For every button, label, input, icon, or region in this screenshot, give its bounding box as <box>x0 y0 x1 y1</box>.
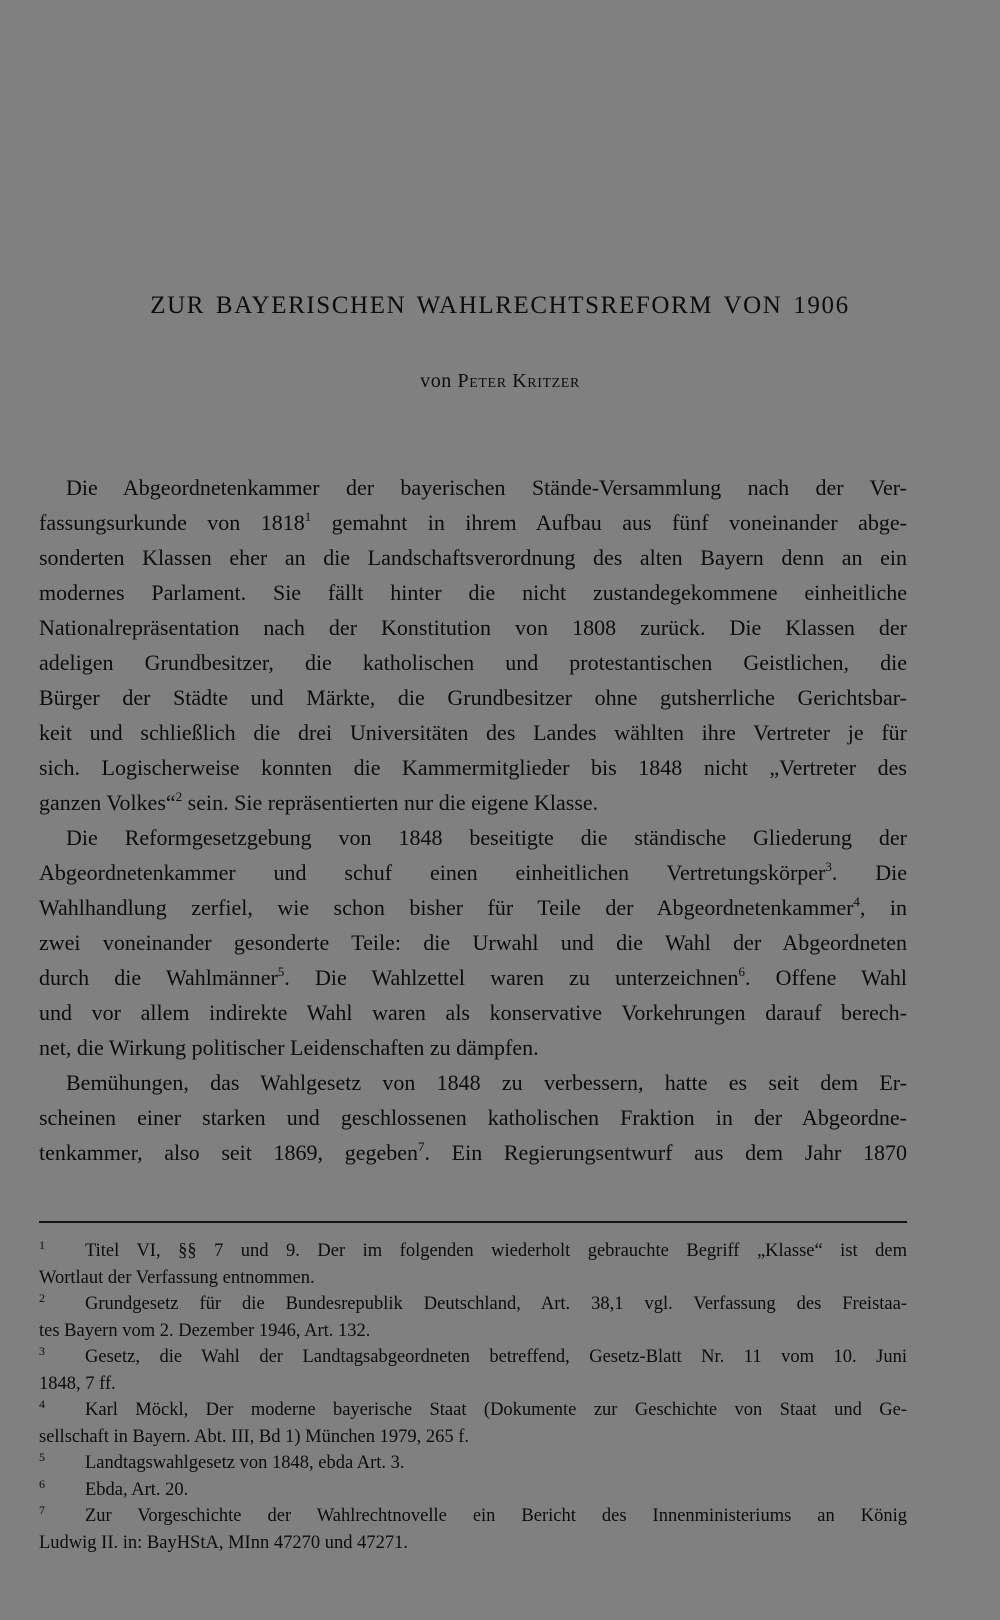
body-line <box>39 1135 907 1170</box>
body-line <box>39 540 907 575</box>
body-text: . Die Wahlzettel waren zu unterzeichnen <box>284 965 739 990</box>
body-text: Bemühungen, das Wahlgesetz von 1848 zu verbessern, hatte es seit dem Er- <box>66 1070 907 1095</box>
body-text: tenkammer, also seit 1869, gegeben <box>39 1140 419 1165</box>
footnote-line: 7 Zur Vorgeschichte der Wahlrechtnovelle ein Bericht des Innenministeriums an König <box>39 1503 907 1526</box>
body-text: modernes Parlament. Sie fällt hinter die nicht zustandegekommene einheitliche <box>39 580 907 605</box>
body-line <box>39 785 907 820</box>
body-text: , in <box>859 895 907 920</box>
author-name: Peter Kritzer <box>457 370 580 392</box>
footnote-line <box>39 1265 907 1292</box>
body-line <box>39 1030 907 1065</box>
footnote-ref: 4 <box>853 894 860 909</box>
body-text: scheinen einer starken und geschlossenen katholischen Fraktion in der Abgeordne- <box>39 1105 907 1130</box>
article-byline <box>0 370 1000 393</box>
footnote-text: Landtagswahlgesetz von 1848, ebda Art. 3. <box>85 1453 405 1473</box>
body-line <box>39 575 907 610</box>
footnote-line: 1 Titel VI, §§ 7 und 9. Der im folgenden wiederholt gebrauchte Begriff „Klasse“ ist dem <box>39 1238 907 1261</box>
footnote-line <box>39 1318 907 1345</box>
footnote-text: Grundgesetz für die Bundesrepublik Deutschland, Art. 38,1 vgl. Verfassung des Freistaa- <box>85 1294 907 1314</box>
footnote-line <box>39 1530 907 1557</box>
body-line <box>39 995 907 1030</box>
body-line <box>39 680 907 715</box>
body-line <box>39 610 907 645</box>
footnote-line: 4 Karl Möckl, Der moderne bayerische Staat (Dokumente zur Geschichte von Staat und Ge- <box>39 1397 907 1420</box>
body-text: . Offene Wahl <box>744 965 908 990</box>
body-text: Wahlhandlung zerfiel, wie schon bisher für Teile der Abgeordnetenkammer <box>39 895 854 920</box>
footnote-text: Ludwig II. in: BayHStA, MInn 47270 und 47271. <box>39 1532 408 1553</box>
footnote-text: Zur Vorgeschichte der Wahlrechtnovelle ein Bericht des Innenministeriums an König <box>85 1506 907 1526</box>
footnote-ref: 1 <box>304 509 312 524</box>
footnote-line: 2 Grundgesetz für die Bundesrepublik Deutschland, Art. 38,1 vgl. Verfassung des Freistaa- <box>39 1291 907 1314</box>
footnote-text: tes Bayern vom 2. Dezember 1946, Art. 132. <box>39 1320 371 1341</box>
footnote-text: Karl Möckl, Der moderne bayerische Staat (Dokumente zur Geschichte von Staat und Ge- <box>85 1400 907 1420</box>
body-line <box>39 960 907 995</box>
body-text: zwei voneinander gesonderte Teile: die Urwahl und die Wahl der Abgeordneten <box>39 930 907 955</box>
footnote-line: 3 Gesetz, die Wahl der Landtagsabgeordneten betreffend, Gesetz-Blatt Nr. 11 vom 10. Juni <box>39 1344 907 1367</box>
footnote-line <box>39 1371 907 1398</box>
footnote-text: Gesetz, die Wahl der Landtagsabgeordneten betreffend, Gesetz-Blatt Nr. 11 vom 10. Juni <box>85 1347 907 1367</box>
body-text: Abgeordnetenkammer und schuf einen einheitlichen Vertretungskörper <box>39 860 826 885</box>
footnote-ref: 3 <box>825 859 832 874</box>
body-text: adeligen Grundbesitzer, die katholischen und protestantischen Geistlichen, die <box>39 650 907 675</box>
footnote-text: Ebda, Art. 20. <box>85 1479 189 1500</box>
body-text: Die Abgeordnetenkammer der bayerischen Stände-Versammlung nach der Ver- <box>66 475 907 500</box>
body-text: gemahnt in ihrem Aufbau aus fünf voneinander abge- <box>311 510 908 535</box>
body-text: durch die Wahlmänner <box>39 965 278 990</box>
body-line <box>39 505 907 540</box>
footnote-ref: 6 <box>738 964 745 979</box>
footnote-line: 6 Ebda, Art. 20. <box>39 1476 189 1500</box>
article-title: ZUR BAYERISCHEN WAHLRECHTSREFORM VON 1906 <box>150 292 850 319</box>
body-line <box>39 890 907 925</box>
body-text: . Ein Regierungsentwurf aus dem Jahr 1870 <box>424 1140 908 1165</box>
body-text: fassungsurkunde von 1818 <box>39 510 305 535</box>
footnote-ref: 5 <box>277 964 285 979</box>
body-text: Nationalrepräsentation nach der Konstitution von 1808 zurück. Die Klassen der <box>39 615 907 640</box>
footnote-ref: 7 <box>418 1139 425 1154</box>
body-text: Bürger der Städte und Märkte, die Grundbesitzer ohne gutsherrliche Gerichtsbar- <box>39 685 907 710</box>
body-line <box>39 645 907 680</box>
body-text: sich. Logischerweise konnten die Kammermitglieder bis 1848 nicht „Vertreter des <box>39 755 907 780</box>
body-text: . Die <box>831 860 908 885</box>
footnote-text: Wortlaut der Verfassung entnommen. <box>39 1267 315 1288</box>
body-text: ganzen Volkes“ <box>39 790 176 815</box>
byline-prefix: von <box>420 370 452 392</box>
body-text: sonderten Klassen eher an die Landschaftsverordnung des alten Bayern denn an ein <box>39 545 907 570</box>
footnotes <box>39 1238 907 1556</box>
footnote-separator <box>39 1221 907 1223</box>
body-line <box>39 715 907 750</box>
body-line <box>39 470 907 505</box>
footnote-text: 1848, 7 ff. <box>39 1373 116 1394</box>
body-line <box>39 855 907 890</box>
body-text: sein. Sie repräsentierten nur die eigene Klasse. <box>182 790 599 815</box>
footnote-text: Titel VI, §§ 7 und 9. Der im folgenden wiederholt gebrauchte Begriff „Klasse“ ist dem <box>85 1241 907 1261</box>
article-body <box>39 470 907 1170</box>
body-line <box>39 925 907 960</box>
body-text: Die Reformgesetzgebung von 1848 beseitigte die ständische Gliederung der <box>66 825 907 850</box>
footnote-line <box>39 1424 907 1451</box>
footnote-line: 5 Landtagswahlgesetz von 1848, ebda Art. 3. <box>39 1450 405 1473</box>
footnote-ref: 2 <box>175 789 183 804</box>
body-line <box>39 1065 907 1100</box>
body-text: net, die Wirkung politischer Leidenschaften zu dämpfen. <box>39 1035 539 1060</box>
body-text: keit und schließlich die drei Universitäten des Landes wählten ihre Vertreter je für <box>39 720 907 745</box>
body-line <box>39 1100 907 1135</box>
footnote-text: sellschaft in Bayern. Abt. III, Bd 1) München 1979, 265 f. <box>39 1426 470 1447</box>
body-text: und vor allem indirekte Wahl waren als konservative Vorkehrungen darauf berech- <box>39 1000 907 1025</box>
body-line <box>39 820 907 855</box>
body-line <box>39 750 907 785</box>
